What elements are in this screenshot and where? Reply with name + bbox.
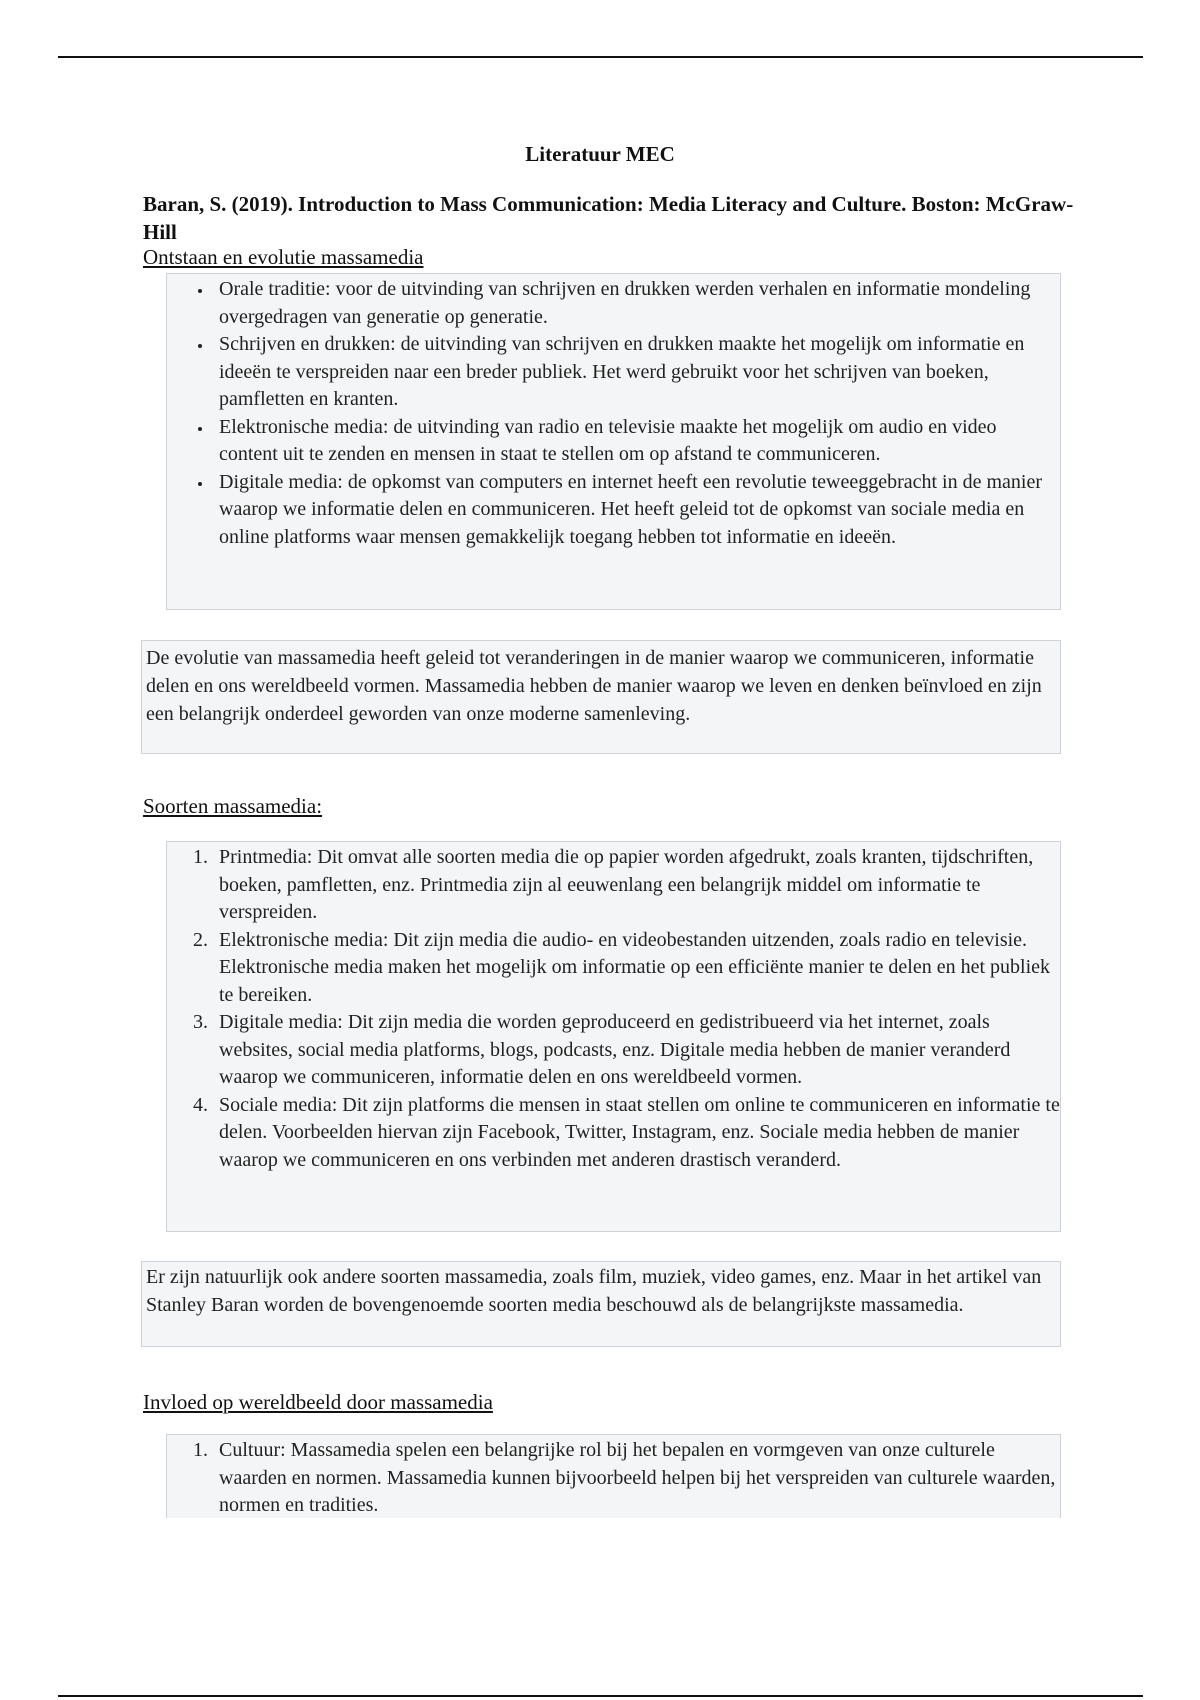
paragraph-box [141, 640, 1061, 754]
list-item: 1. Printmedia: Dit omvat alle soorten media die op papier worden afgedrukt, zoals kranten, tijdschriften, boeken, pamfletten, enz. Printmedia zijn al eeuwenlang een belangrijk middel om informatie te verspreiden. [213, 844, 1060, 927]
numbered-list [167, 844, 1060, 1174]
section-heading-invloed: Invloed op wereldbeeld door massamedia [143, 1390, 493, 1414]
section-heading-soorten: Soorten massamedia: [143, 794, 323, 818]
bottom-rule [58, 1695, 1143, 1697]
section-heading-ontstaan: Ontstaan en evolutie massamedia [143, 245, 424, 269]
document-title: Literatuur MEC [525, 142, 675, 166]
numbered-list-box [166, 841, 1061, 1232]
paragraph: De evolutie van massamedia heeft geleid tot veranderingen in de manier waarop we communiceren, informatie delen en ons wereldbeeld vormen. Massamedia hebben de manier waarop we leven en denken beïnvloed en zijn een belangrijk onderdeel geworden van onze moderne samenleving. [146, 647, 1042, 725]
list-item: • Schrijven en drukken: de uitvinding van schrijven en drukken maakte het mogelijk om informatie en ideeën te verspreiden naar een breder publiek. Het werd gebruikt voor het schrijven van boeken, pamfletten en kranten. [213, 331, 1060, 414]
list-item: • Digitale media: de opkomst van computers en internet heeft een revolutie teweeggebracht in de manier waarop we informatie delen en communiceren. Het heeft geleid tot de opkomst van sociale media en online platforms waar mensen gemakkelijk toegang hebben tot informatie en ideeën. [213, 469, 1060, 552]
citation: Baran, S. (2019). Introduction to Mass Communication: Media Literacy and Culture. Boston: McGraw-Hill [143, 192, 1074, 244]
paragraph: Er zijn natuurlijk ook andere soorten massamedia, zoals film, muziek, video games, enz. Maar in het artikel van Stanley Baran worden de bovengenoemde soorten media beschouwd als de belangrijkste massamedia. [146, 1266, 1042, 1316]
list-item: • Elektronische media: de uitvinding van radio en televisie maakte het mogelijk om audio en video content uit te zenden en mensen in staat te stellen om op afstand te communiceren. [213, 414, 1060, 469]
list-item: 2. Elektronische media: Dit zijn media die audio- en videobestanden uitzenden, zoals radio en televisie. Elektronische media maken het mogelijk om informatie op een efficiënte manier te delen en het publiek te bereiken. [213, 927, 1060, 1010]
bullet-list-box [166, 273, 1061, 610]
top-rule [58, 56, 1143, 58]
list-item: 4. Sociale media: Dit zijn platforms die mensen in staat stellen om online te communiceren en informatie te delen. Voorbeelden hiervan zijn Facebook, Twitter, Instagram, enz. Sociale media hebben de manier waarop we communiceren en ons verbinden met anderen drastisch veranderd. [213, 1092, 1060, 1175]
numbered-list-box [166, 1434, 1061, 1518]
list-item: 1. Cultuur: Massamedia spelen een belangrijke rol bij het bepalen en vormgeven van onze culturele waarden en normen. Massamedia kunnen bijvoorbeeld helpen bij het verspreiden van culturele waarden, normen en tradities. [213, 1437, 1060, 1520]
paragraph-box [141, 1261, 1061, 1347]
list-item: 3. Digitale media: Dit zijn media die worden geproduceerd en gedistribueerd via het internet, zoals websites, social media platforms, blogs, podcasts, enz. Digitale media hebben de manier veranderd waarop we communiceren, informatie delen en ons wereldbeeld vormen. [213, 1009, 1060, 1092]
bullet-list [167, 276, 1060, 551]
list-item: • Orale traditie: voor de uitvinding van schrijven en drukken werden verhalen en informatie mondeling overgedragen van generatie op generatie. [213, 276, 1060, 331]
numbered-list [167, 1437, 1060, 1520]
